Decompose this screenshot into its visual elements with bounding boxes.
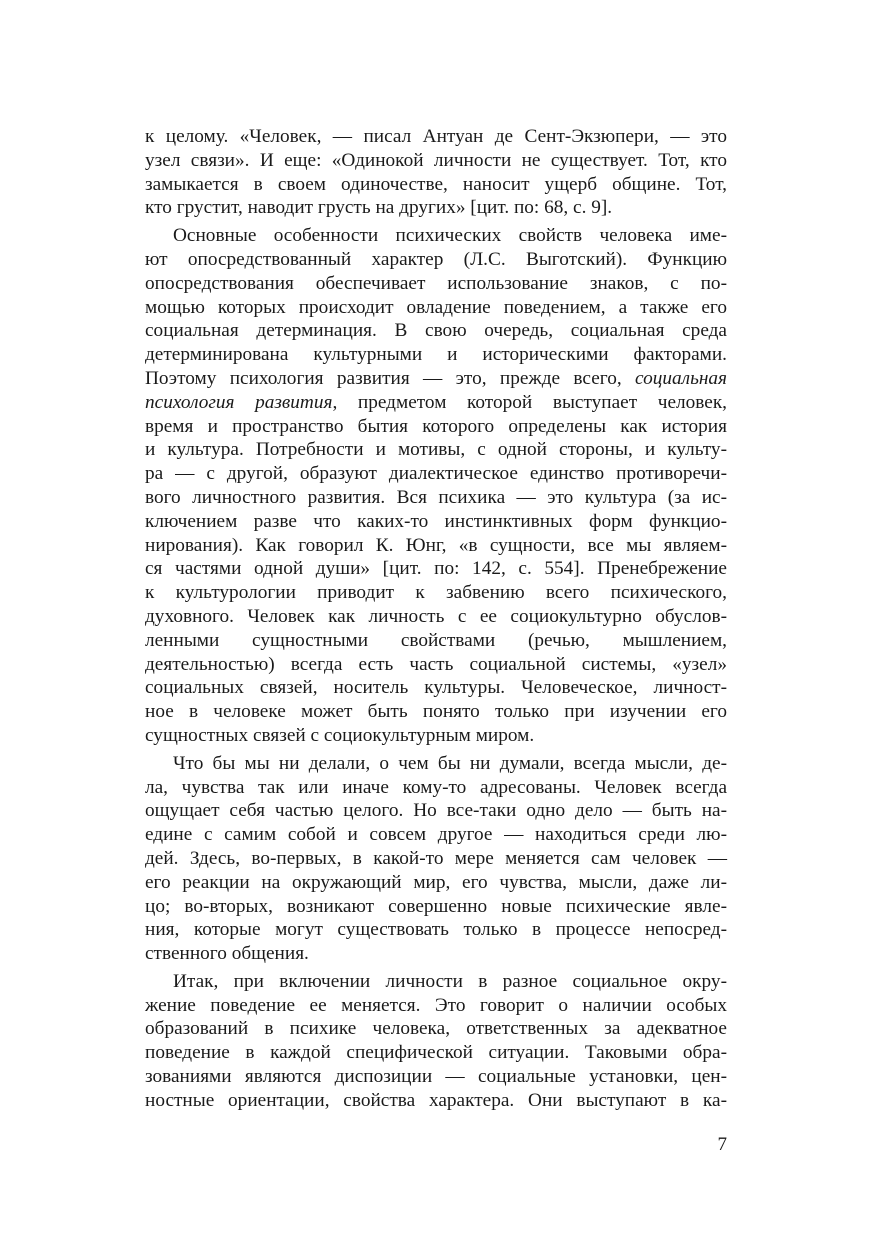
text-segment: , предметом которой выступает человек, bbox=[332, 391, 728, 413]
text-line: зованиями являются диспозиции — социальные установки, цен- bbox=[145, 1066, 727, 1088]
text-line: Основные особенности психических свойств человека име- bbox=[173, 225, 727, 247]
text-line: детерминирована культурными и историческими факторами. bbox=[145, 344, 727, 366]
paragraph-4 bbox=[145, 970, 727, 1113]
text-line: едине с самим собой и совсем другое — находиться среди лю- bbox=[145, 824, 727, 846]
text-line: вого личностного развития. Вся психика — это культура (за ис- bbox=[145, 486, 727, 508]
text-line: время и пространство бытия которого определены как история bbox=[145, 415, 727, 437]
text-line: социальных связей, носитель культуры. Человеческое, личност- bbox=[145, 677, 727, 699]
text-line: образований в психике человека, ответственных за адекватное bbox=[145, 1018, 727, 1040]
text-line: его реакции на окружающий мир, его чувства, мысли, даже ли- bbox=[145, 871, 727, 893]
text-line: ное в человеке может быть понято только при изучении его bbox=[145, 701, 727, 723]
text-line: опосредствования обеспечивает использование знаков, с по- bbox=[145, 272, 727, 294]
text-line: кто грустит, наводит грусть на других» [цит. по: 68, с. 9]. bbox=[145, 197, 613, 219]
text-line: мощью которых происходит овладение поведением, а также его bbox=[145, 296, 727, 318]
paragraph-2 bbox=[145, 224, 727, 748]
text-line bbox=[145, 367, 727, 391]
text-line bbox=[145, 391, 727, 415]
text-line: ния, которые могут существовать только в процессе непосред- bbox=[145, 919, 727, 941]
paragraph-1 bbox=[145, 125, 727, 220]
text-line: и культура. Потребности и мотивы, с одной стороны, и культу- bbox=[145, 439, 727, 461]
italic-term: психология развития bbox=[145, 391, 333, 413]
paragraph-3 bbox=[145, 752, 727, 966]
text-line: дей. Здесь, во-первых, в какой-то мере меняется сам человек — bbox=[145, 847, 727, 869]
text-line: жение поведение ее меняется. Это говорит о наличии особых bbox=[145, 994, 727, 1016]
text-line: к культурологии приводит к забвению всего психического, bbox=[145, 582, 727, 604]
text-line: узел связи». И еще: «Одинокой личности не существует. Тот, кто bbox=[145, 149, 727, 171]
text-line: ключением разве что каких-то инстинктивных форм функцио- bbox=[145, 510, 727, 532]
text-line: к целому. «Человек, — писал Антуан де Сент-Экзюпери, — это bbox=[145, 126, 727, 147]
text-line: Что бы мы ни делали, о чем бы ни думали, всегда мысли, де- bbox=[173, 752, 727, 774]
text-line: деятельностью) всегда есть часть социальной системы, «узел» bbox=[145, 653, 727, 675]
italic-term: социальная bbox=[635, 367, 728, 389]
text-line: Итак, при включении личности в разное социальное окру- bbox=[173, 970, 727, 992]
text-line: цо; во-вторых, возникают совершенно новые психические явле- bbox=[145, 895, 727, 917]
text-line: ностные ориентации, свойства характера. Они выступают в ка- bbox=[145, 1089, 727, 1111]
text-line: ла, чувства так или иначе кому-то адресованы. Человек всегда bbox=[145, 776, 727, 798]
text-line: ственного общения. bbox=[145, 943, 309, 965]
text-line: замыкается в своем одиночестве, наносит ущерб общине. Тот, bbox=[145, 173, 727, 195]
text-line: сущностных связей с социокультурным миром. bbox=[145, 724, 535, 746]
page-number: 7 bbox=[717, 1134, 727, 1155]
body-text bbox=[145, 125, 727, 1113]
text-line: нирования). Как говорил К. Юнг, «в сущности, все мы являем- bbox=[145, 534, 727, 556]
text-line: ра — с другой, образуют диалектическое единство противоречи- bbox=[145, 463, 727, 485]
text-segment: Поэтому психология развития — это, прежде всего, bbox=[145, 367, 622, 389]
text-line: ют опосредствованный характер (Л.С. Выготский). Функцию bbox=[145, 248, 727, 270]
text-line: социальная детерминация. В свою очередь, социальная среда bbox=[145, 320, 727, 342]
text-line: ощущает себя частью целого. Но все-таки одно дело — быть на- bbox=[145, 800, 727, 822]
text-line: поведение в каждой специфической ситуации. Таковыми обра- bbox=[145, 1042, 727, 1064]
text-line: ленными сущностными свойствами (речью, мышлением, bbox=[145, 629, 727, 651]
text-line: духовного. Человек как личность с ее социокультурно обуслов- bbox=[145, 605, 727, 627]
text-line: ся частями одной души» [цит. по: 142, с. 554]. Пренебрежение bbox=[145, 558, 727, 580]
